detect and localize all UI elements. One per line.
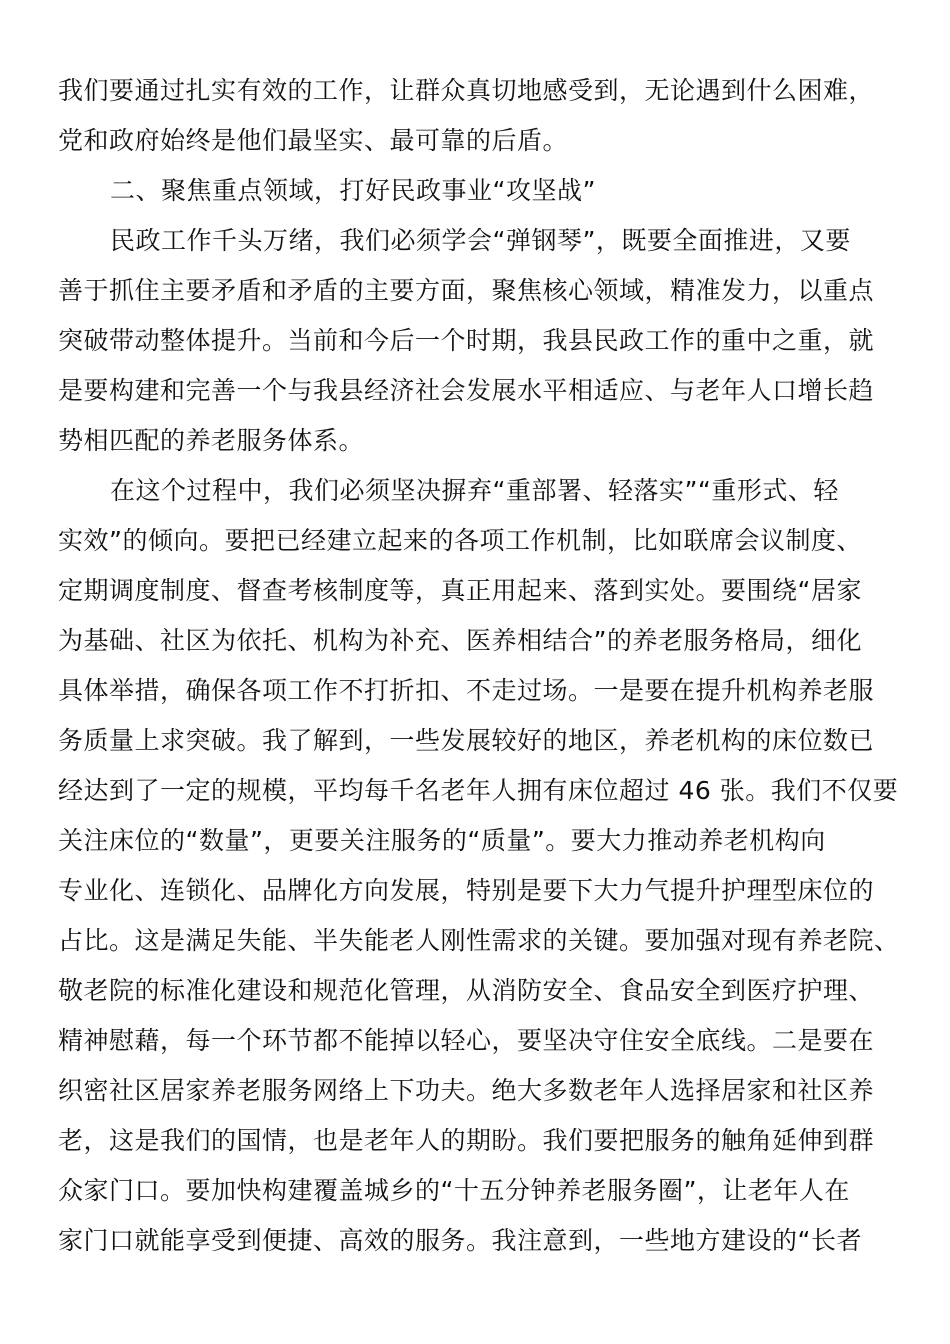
document-page — [58, 66, 900, 1266]
text-line: 关注床位的“数量”，更要关注服务的“质量”。要大力推动养老机构向 — [58, 826, 826, 855]
text-line: 党和政府始终是他们最坚实、最可靠的后盾。 — [58, 126, 569, 155]
text-line: 我们要通过扎实有效的工作，让群众真切地感受到，无论遇到什么困难， — [58, 76, 875, 105]
text-line: 家门口就能享受到便捷、高效的服务。我注意到，一些地方建设的“长者 — [58, 1226, 862, 1255]
text-line: 势相匹配的养老服务体系。 — [58, 426, 365, 455]
text-line: 占比。这是满足失能、半失能老人刚性需求的关键。要加强对现有养老院、 — [58, 926, 900, 955]
text-line: 为基础、社区为依托、机构为补充、医养相结合”的养老服务格局，细化 — [58, 626, 862, 655]
text-line: 敬老院的标准化建设和规范化管理，从消防安全、食品安全到医疗护理、 — [58, 976, 875, 1005]
text-line: 定期调度制度、督查考核制度等，真正用起来、落到实处。要围绕“居家 — [58, 576, 862, 605]
text-line: 是要构建和完善一个与我县经济社会发展水平相适应、与老年人口增长趋 — [58, 376, 875, 405]
text-line: 突破带动整体提升。当前和今后一个时期，我县民政工作的重中之重，就 — [58, 326, 875, 355]
text-line: 众家门口。要加快构建覆盖城乡的“十五分钟养老服务圈”，让老年人在 — [58, 1176, 850, 1205]
text-line: 善于抓住主要矛盾和矛盾的主要方面，聚焦核心领域，精准发力，以重点 — [58, 276, 875, 305]
text-line: 务质量上求突破。我了解到，一些发展较好的地区，养老机构的床位数已 — [58, 726, 875, 755]
text-line: 专业化、连锁化、品牌化方向发展，特别是要下大力气提升护理型床位的 — [58, 876, 875, 905]
text-line: 具体举措，确保各项工作不打折扣、不走过场。一是要在提升机构养老服 — [58, 676, 875, 705]
text-line: 织密社区居家养老服务网络上下功夫。绝大多数老年人选择居家和社区养 — [58, 1076, 875, 1105]
text-line: 实效”的倾向。要把已经建立起来的各项工作机制，比如联席会议制度、 — [58, 526, 862, 555]
text-line: 在这个过程中，我们必须坚决摒弃“重部署、轻落实”“重形式、轻 — [110, 476, 839, 505]
section-heading: 二、聚焦重点领域，打好民政事业“攻坚战” — [110, 176, 596, 205]
text-line: 精神慰藉，每一个环节都不能掉以轻心，要坚决守住安全底线。二是要在 — [58, 1026, 875, 1055]
text-line: 经达到了一定的规模，平均每千名老年人拥有床位超过 46 张。我们不仅要 — [58, 776, 899, 805]
text-line: 老，这是我们的国情，也是老年人的期盼。我们要把服务的触角延伸到群 — [58, 1126, 875, 1155]
text-line: 民政工作千头万绪，我们必须学会“弹钢琴”，既要全面推进，又要 — [110, 226, 851, 255]
